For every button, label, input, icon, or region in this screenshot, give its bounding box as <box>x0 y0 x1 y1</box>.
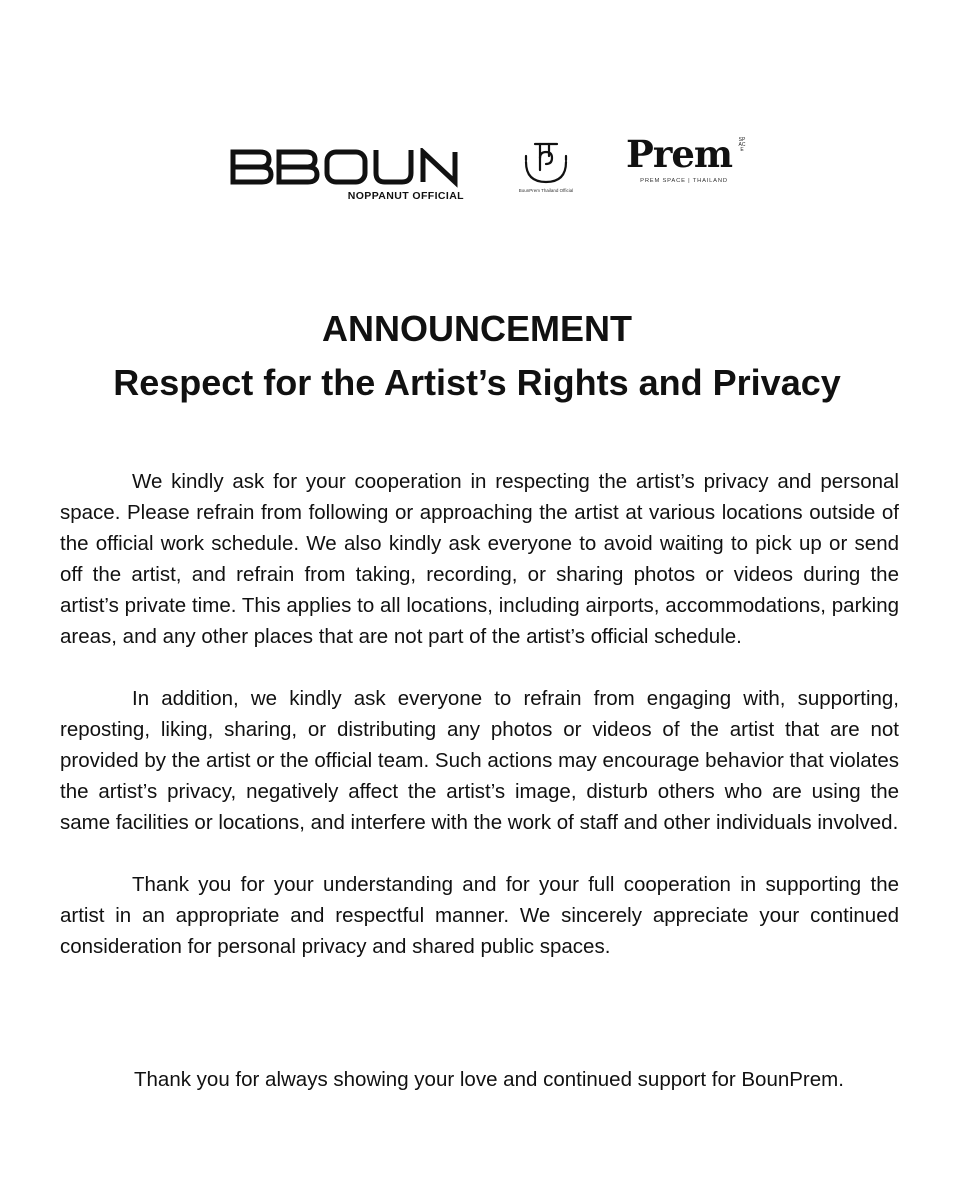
body-paragraph-2: In addition, we kindly ask everyone to refrain from engaging with, supporting, reposting, liking, sharing, or distributing any photos or videos of the artist that are not provided by the artist or the official team. Such actions may encourage behavior that violates the artist’s privacy, negatively affect the artist’s image, disturb others who are using the same facilities or locations, and interfere with the work of staff and other individuals involved. <box>60 687 899 834</box>
body-paragraph-1: We kindly ask for your cooperation in respecting the artist’s privacy and personal space. Please refrain from following or approaching the artist at various locations outside of the official work schedule. We also kindly ask everyone to avoid waiting to pick up or send off the artist, and refrain from taking, recording, or sharing photos or videos during the artist’s private time. This applies to all locations, including airports, accommodations, parking areas, and any other places that are not part of the artist’s official schedule. <box>60 470 899 648</box>
announcement-subheading: Respect for the Artist’s Rights and Privacy <box>113 362 841 403</box>
bounprem-logo-caption: BounPrem Thailand Official <box>518 188 574 193</box>
body-paragraph-3: Thank you for your understanding and for your full cooperation in supporting the artist in an appropriate and respectful manner. We sincerely appreciate your continued consideration for personal privacy and shared public spaces. <box>60 873 899 958</box>
closing-line: Thank you for always showing your love and continued support for BounPrem. <box>134 1068 844 1091</box>
announcement-heading: ANNOUNCEMENT <box>322 308 632 349</box>
boun-logo-subtitle: NOPPANUT OFFICIAL <box>347 190 464 202</box>
bounprem-logo <box>518 136 574 198</box>
announcement-body <box>60 466 899 993</box>
prem-vertical-text: SPACE <box>738 137 746 153</box>
boun-wordmark-logo <box>230 148 466 188</box>
prem-logo-subtitle: PREM SPACE | THAILAND <box>640 178 728 184</box>
prem-logo <box>626 134 750 194</box>
bp-monogram-logo <box>518 136 574 188</box>
announcement-title <box>0 302 954 410</box>
prem-wordmark: Prem <box>626 132 733 176</box>
logo-bar <box>0 130 960 200</box>
boun-logo <box>230 148 466 202</box>
